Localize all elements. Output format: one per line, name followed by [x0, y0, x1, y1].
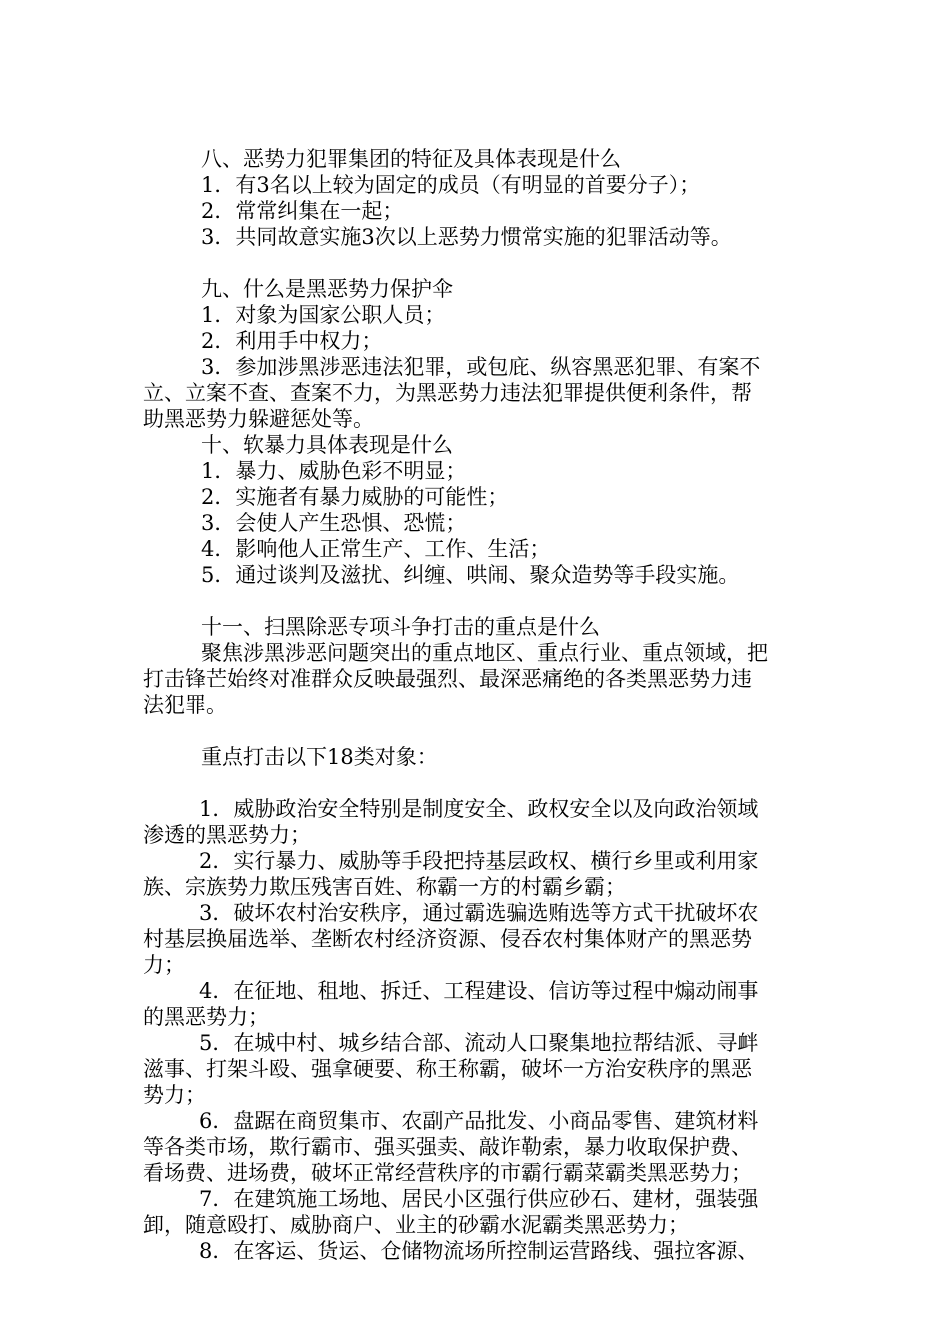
section-11-heading: 十一、扫黑除恶专项斗争打击的重点是什么: [201, 615, 600, 639]
blank-line: [143, 718, 815, 744]
section-8-item-2: 2．常常纠集在一起；: [201, 199, 404, 223]
target-list: [143, 796, 815, 1264]
target-item-6-continuation: 等各类市场，欺行霸市、强买强卖、敲诈勒索，暴力收取保护费、: [143, 1135, 752, 1159]
target-item-3-continuation: 村基层换届选举、垄断农村经济资源、侵吞农村集体财产的黑恶势: [143, 927, 752, 951]
target-item-4: 4．在征地、租地、拆迁、工程建设、信访等过程中煽动闹事: [199, 979, 759, 1003]
target-item-7: 7．在建筑施工场地、居民小区强行供应砂石、建材，强装强: [199, 1187, 759, 1211]
section-9-item-3-line-2: 立、立案不查、查案不力，为黑恶势力违法犯罪提供便利条件，帮: [143, 381, 752, 405]
target-item-5: 5．在城中村、城乡结合部、流动人口聚集地拉帮结派、寻衅: [199, 1031, 759, 1055]
document-body: [143, 146, 815, 1264]
section-8-heading: 八、恶势力犯罪集团的特征及具体表现是什么: [201, 147, 621, 171]
section-11-para-line-1: 聚焦涉黑涉恶问题突出的重点地区、重点行业、重点领域，把: [201, 641, 768, 665]
target-item-2: 2．实行暴力、威胁等手段把持基层政权、横行乡里或利用家: [199, 849, 759, 873]
target-item-7-continuation: 卸，随意殴打、威胁商户、业主的砂霸水泥霸类黑恶势力；: [143, 1213, 689, 1237]
section-10-item-2: 2．实施者有暴力威胁的可能性；: [201, 485, 509, 509]
section-11-para-line-3: 法犯罪。: [143, 693, 227, 717]
blank-line: [143, 250, 815, 276]
section-8-item-3: 3．共同故意实施3次以上恶势力惯常实施的犯罪活动等。: [201, 225, 732, 249]
section-10-item-4: 4．影响他人正常生产、工作、生活；: [201, 537, 551, 561]
section-11-para-line-2: 打击锋芒始终对准群众反映最强烈、最深恶痛绝的各类黑恶势力违: [143, 667, 752, 691]
target-item-1-continuation: 渗透的黑恶势力；: [143, 823, 311, 847]
section-8-item-1: 1．有3名以上较为固定的成员（有明显的首要分子）；: [201, 173, 701, 197]
section-11-intro: 重点打击以下18类对象：: [201, 745, 438, 769]
section-9-item-3-line-1: 3．参加涉黑涉恶违法犯罪，或包庇、纵容黑恶犯罪、有案不: [201, 355, 761, 379]
blank-line: [143, 770, 815, 796]
section-10-item-5: 5．通过谈判及滋扰、纠缠、哄闹、聚众造势等手段实施。: [201, 563, 740, 587]
blank-line: [143, 588, 815, 614]
target-item-5-continuation: 滋事、打架斗殴、强拿硬要、称王称霸，破坏一方治安秩序的黑恶: [143, 1057, 752, 1081]
section-9-item-2: 2．利用手中权力；: [201, 329, 383, 353]
section-9-item-1: 1．对象为国家公职人员；: [201, 303, 446, 327]
target-item-6: 6．盘踞在商贸集市、农副产品批发、小商品零售、建筑材料: [199, 1109, 759, 1133]
target-item-1: 1．威胁政治安全特别是制度安全、政权安全以及向政治领域: [199, 797, 759, 821]
section-10-item-3: 3．会使人产生恐惧、恐慌；: [201, 511, 467, 535]
target-item-4-continuation: 的黑恶势力；: [143, 1005, 269, 1029]
section-9-heading: 九、什么是黑恶势力保护伞: [201, 277, 453, 301]
section-10-item-1: 1．暴力、威胁色彩不明显；: [201, 459, 467, 483]
target-item-5-continuation: 势力；: [143, 1083, 206, 1107]
target-item-8: 8．在客运、货运、仓储物流场所控制运营路线、强拉客源、: [199, 1239, 759, 1263]
target-item-3-continuation: 力；: [143, 953, 185, 977]
target-item-3: 3．破坏农村治安秩序，通过霸选骗选贿选等方式干扰破坏农: [199, 901, 759, 925]
section-10-heading: 十、软暴力具体表现是什么: [201, 433, 453, 457]
target-item-6-continuation: 看场费、进场费，破坏正常经营秩序的市霸行霸菜霸类黑恶势力；: [143, 1161, 752, 1185]
section-9-item-3-line-3: 助黑恶势力躲避惩处等。: [143, 407, 374, 431]
target-item-2-continuation: 族、宗族势力欺压残害百姓、称霸一方的村霸乡霸；: [143, 875, 626, 899]
